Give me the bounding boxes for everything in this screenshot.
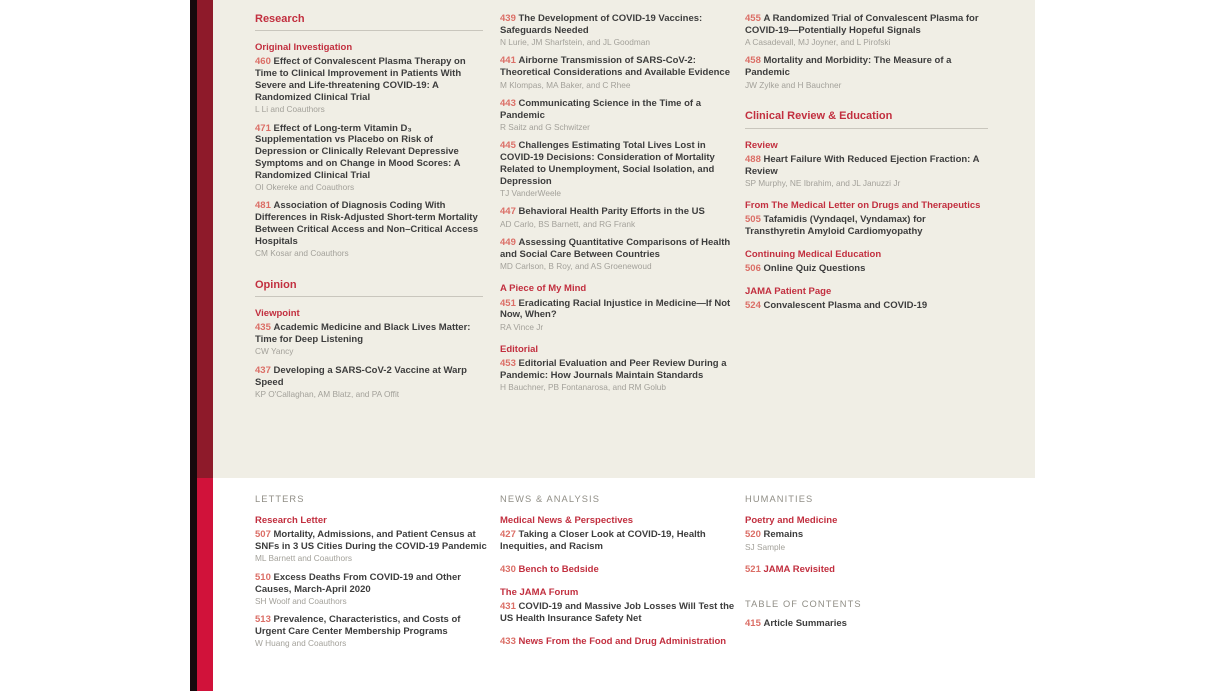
letters-column <box>255 494 490 657</box>
article-authors: H Bauchner, PB Fontanarosa, and RM Golub <box>500 381 667 392</box>
article-title-line[interactable] <box>500 206 732 218</box>
spine-red-bar-top <box>197 0 213 478</box>
article-title-line[interactable] <box>500 529 736 553</box>
article-authors: JW Zylke and H Bauchner <box>745 79 842 90</box>
toc-entry <box>745 55 988 90</box>
article-title: Challenges Estimating Total Lives Lost in COVID-19 Decisions: Consideration of Mortality Related to Unemployment, Social Isolation, and Depression <box>500 140 715 187</box>
toc-entry <box>500 529 736 553</box>
page-number: 439 <box>500 13 516 24</box>
toc-entry <box>255 365 483 400</box>
page-number: 433 <box>500 635 516 647</box>
article-title-line[interactable] <box>500 13 732 37</box>
article-title: Prevalence, Characteristics, and Costs of Urgent Care Center Membership Programs <box>255 614 461 638</box>
page-number: 524 <box>745 300 761 312</box>
article-title-line[interactable] <box>500 140 732 187</box>
article-title: A Randomized Trial of Convalescent Plasma for COVID-19—Potentially Hopeful Signals <box>745 13 979 36</box>
article-title-line[interactable] <box>500 358 732 382</box>
research-opinion-column <box>255 13 483 407</box>
article-title-line[interactable] <box>255 56 483 103</box>
article-title-line[interactable] <box>255 322 483 346</box>
article-authors: A Casadevall, MJ Joyner, and L Pirofski <box>745 37 891 48</box>
article-authors: N Lurie, JM Sharfstein, and JL Goodman <box>500 37 651 48</box>
section-subheading: Research Letter <box>255 515 327 526</box>
section-divider <box>745 128 988 129</box>
section-divider <box>255 30 483 31</box>
page-number: 427 <box>500 529 516 541</box>
page-number: 507 <box>255 529 271 541</box>
article-authors: M Klompas, MA Baker, and C Rhee <box>500 79 631 90</box>
article-authors: CW Yancy <box>255 346 294 357</box>
article-title-line[interactable] <box>745 618 985 630</box>
section-subheading: Review <box>745 139 778 151</box>
article-authors: SJ Sample <box>745 541 786 552</box>
article-title: Behavioral Health Parity Efforts in the US <box>518 206 705 218</box>
section-subheading: Poetry and Medicine <box>745 515 838 526</box>
article-title: Heart Failure With Reduced Ejection Fraction: A Review <box>745 153 980 177</box>
toc-entry <box>255 529 490 564</box>
toc-entry <box>255 200 483 259</box>
page-number: 455 <box>745 13 761 24</box>
page-number: 431 <box>500 601 516 613</box>
toc-entry <box>500 237 732 272</box>
section-subheading: Editorial <box>500 343 539 355</box>
article-title: Academic Medicine and Black Lives Matter: Time for Deep Listening <box>255 322 471 346</box>
page-number: 441 <box>500 55 516 67</box>
article-title-line[interactable] <box>255 614 490 638</box>
toc-entry <box>255 123 483 193</box>
toc-entry <box>745 263 988 275</box>
article-title: Editorial Evaluation and Peer Review During a Pandemic: How Journals Maintain Standards <box>500 357 727 381</box>
section-divider <box>255 296 483 297</box>
article-authors: RA Vince Jr <box>500 321 544 332</box>
article-authors: SH Woolf and Coauthors <box>255 595 347 606</box>
article-title-line[interactable] <box>500 601 736 625</box>
article-title: Online Quiz Questions <box>763 263 866 275</box>
article-title: Assessing Quantitative Comparisons of Health and Social Care Between Countries <box>500 237 731 260</box>
toc-entry <box>500 140 732 199</box>
article-title: Eradicating Racial Injustice in Medicine—If Not Now, When? <box>500 297 731 321</box>
section-subheading: Continuing Medical Education <box>745 248 882 260</box>
humanities-column <box>745 494 985 638</box>
toc-entry <box>500 564 736 576</box>
news-analysis-column <box>500 494 736 655</box>
article-title: Airborne Transmission of SARS-CoV-2: Theoretical Considerations and Available Evidence <box>500 55 731 79</box>
article-title-line[interactable] <box>745 564 985 576</box>
page-number: 520 <box>745 529 761 541</box>
page-number: 505 <box>745 214 761 226</box>
page-number: 443 <box>500 97 516 109</box>
clinical-review-column <box>745 13 988 320</box>
toc-entry <box>745 618 985 630</box>
toc-entry <box>255 56 483 115</box>
toc-entry <box>500 636 736 648</box>
article-title: Communicating Science in the Time of a Pandemic <box>500 97 701 121</box>
article-title-line[interactable] <box>500 636 736 648</box>
article-title-line[interactable] <box>745 263 988 275</box>
article-title: Taking a Closer Look at COVID-19, Health Inequities, and Racism <box>500 529 706 553</box>
section-caption: NEWS & ANALYSIS <box>500 494 601 504</box>
article-authors: OI Okereke and Coauthors <box>255 181 355 192</box>
article-authors: AD Carlo, BS Barnett, and RG Frank <box>500 218 636 229</box>
article-title-line[interactable] <box>500 98 732 122</box>
article-title-line[interactable] <box>255 529 490 553</box>
toc-entry <box>500 98 732 133</box>
article-title-line[interactable] <box>500 237 732 261</box>
article-title: Excess Deaths From COVID-19 and Other Causes, March-April 2020 <box>255 571 461 595</box>
article-authors: KP O'Callaghan, AM Blatz, and PA Offit <box>255 388 400 399</box>
page-number: 449 <box>500 237 516 249</box>
article-title-line[interactable] <box>745 214 988 238</box>
section-caption: LETTERS <box>255 494 305 504</box>
article-title-line[interactable] <box>255 365 483 389</box>
article-title-line[interactable] <box>745 529 985 541</box>
toc-entry <box>745 300 988 312</box>
page-number: 506 <box>745 263 761 275</box>
viewpoint-editorial-column <box>500 13 732 400</box>
article-authors: R Saitz and G Schwitzer <box>500 122 590 132</box>
page-number: 435 <box>255 322 271 334</box>
page-number: 415 <box>745 618 761 630</box>
page-number: 510 <box>255 571 271 583</box>
article-title: COVID-19 and Massive Job Losses Will Test the US Health Insurance Safety Net <box>500 601 735 624</box>
section-heading: Research <box>255 13 305 25</box>
toc-entry <box>745 529 985 552</box>
article-title-line[interactable] <box>500 564 736 576</box>
article-authors: L Li and Coauthors <box>255 104 325 115</box>
page-number: 430 <box>500 563 516 575</box>
article-title: Mortality, Admissions, and Patient Census at SNFs in 3 US Cities During the COVID-19 Pandemic <box>255 529 487 553</box>
article-authors: CM Kosar and Coauthors <box>255 247 349 258</box>
article-title-line[interactable] <box>500 55 732 79</box>
spine-red-bar-bottom <box>197 478 213 691</box>
page-number: 460 <box>255 56 271 68</box>
article-authors: TJ VanderWeele <box>500 188 562 199</box>
toc-entry <box>745 154 988 189</box>
page-number: 488 <box>745 153 761 165</box>
page-number: 471 <box>255 122 271 134</box>
toc-entry <box>500 358 732 393</box>
section-caption: HUMANITIES <box>745 494 814 504</box>
article-authors: W Huang and Coauthors <box>255 638 347 649</box>
section-subheading: A Piece of My Mind <box>500 283 587 295</box>
toc-entry <box>255 322 483 357</box>
article-title: The Development of COVID-19 Vaccines: Safeguards Needed <box>500 13 703 36</box>
toc-entry <box>745 214 988 238</box>
article-title-line[interactable] <box>745 300 988 312</box>
section-heading: Opinion <box>255 278 297 291</box>
page-number: 513 <box>255 614 271 626</box>
page-number: 437 <box>255 364 271 376</box>
article-authors: MD Carlson, B Roy, and AS Groenewoud <box>500 261 652 272</box>
toc-entry <box>500 13 732 48</box>
section-subheading: From The Medical Letter on Drugs and Therapeutics <box>745 199 981 211</box>
article-title: Effect of Convalescent Plasma Therapy on Time to Clinical Improvement in Patients With Severe and Life-threatening COVID-19: A Randomized Clinical Trial <box>255 56 466 103</box>
page-number: 458 <box>745 55 761 67</box>
section-subheading: Medical News & Perspectives <box>500 515 634 526</box>
article-title: Tafamidis (Vyndaqel, Vyndamax) for Transthyretin Amyloid Cardiomyopathy <box>745 214 926 238</box>
article-title-line[interactable] <box>500 298 732 322</box>
article-title-line[interactable] <box>255 200 483 247</box>
toc-entry <box>255 572 490 607</box>
article-title: News From the Food and Drug Administration <box>518 635 727 647</box>
page-number: 445 <box>500 140 516 152</box>
article-authors: ML Barnett and Coauthors <box>255 553 353 564</box>
page-number: 521 <box>745 563 761 575</box>
article-title: Convalescent Plasma and COVID-19 <box>763 300 928 312</box>
section-subheading: Viewpoint <box>255 307 300 319</box>
page-number: 451 <box>500 297 516 309</box>
section-heading: Clinical Review & Education <box>745 110 893 123</box>
article-title: JAMA Revisited <box>763 563 835 575</box>
article-title-line[interactable] <box>255 572 490 596</box>
article-title: Mortality and Morbidity: The Measure of a Pandemic <box>745 55 952 79</box>
page-number: 481 <box>255 200 271 212</box>
article-title: Article Summaries <box>763 618 847 630</box>
toc-entry <box>500 298 732 333</box>
article-title-line[interactable] <box>745 154 988 178</box>
article-title: Remains <box>763 529 804 541</box>
article-title-line[interactable] <box>745 13 988 37</box>
section-caption: TABLE OF CONTENTS <box>745 599 862 610</box>
section-subheading: Original Investigation <box>255 42 353 54</box>
page-number: 453 <box>500 357 516 369</box>
page-number: 447 <box>500 206 516 218</box>
article-title: Developing a SARS-CoV-2 Vaccine at Warp Speed <box>255 364 467 388</box>
section-subheading: JAMA Patient Page <box>745 286 832 298</box>
article-authors: SP Murphy, NE Ibrahim, and JL Januzzi Jr <box>745 177 901 188</box>
article-title-line[interactable] <box>745 55 988 79</box>
article-title-line[interactable] <box>255 123 483 182</box>
toc-entry <box>500 206 732 229</box>
left-black-strip <box>190 0 197 691</box>
toc-entry <box>745 564 985 576</box>
article-title: Association of Diagnosis Coding With Differences in Risk-Adjusted Short-term Mortality Between Critical Access and Non–Critical Access Hospitals <box>255 200 479 247</box>
article-title: Effect of Long-term Vitamin D₃ Supplementation vs Placebo on Risk of Depression or Clinically Relevant Depressive Symptoms and on Change in Mood Scores: A Randomized Clinical Trial <box>255 122 461 181</box>
toc-entry <box>500 601 736 625</box>
toc-entry <box>745 13 988 48</box>
toc-entry <box>500 55 732 90</box>
article-title: Bench to Bedside <box>518 563 599 575</box>
toc-entry <box>255 614 490 649</box>
section-subheading: The JAMA Forum <box>500 586 579 598</box>
